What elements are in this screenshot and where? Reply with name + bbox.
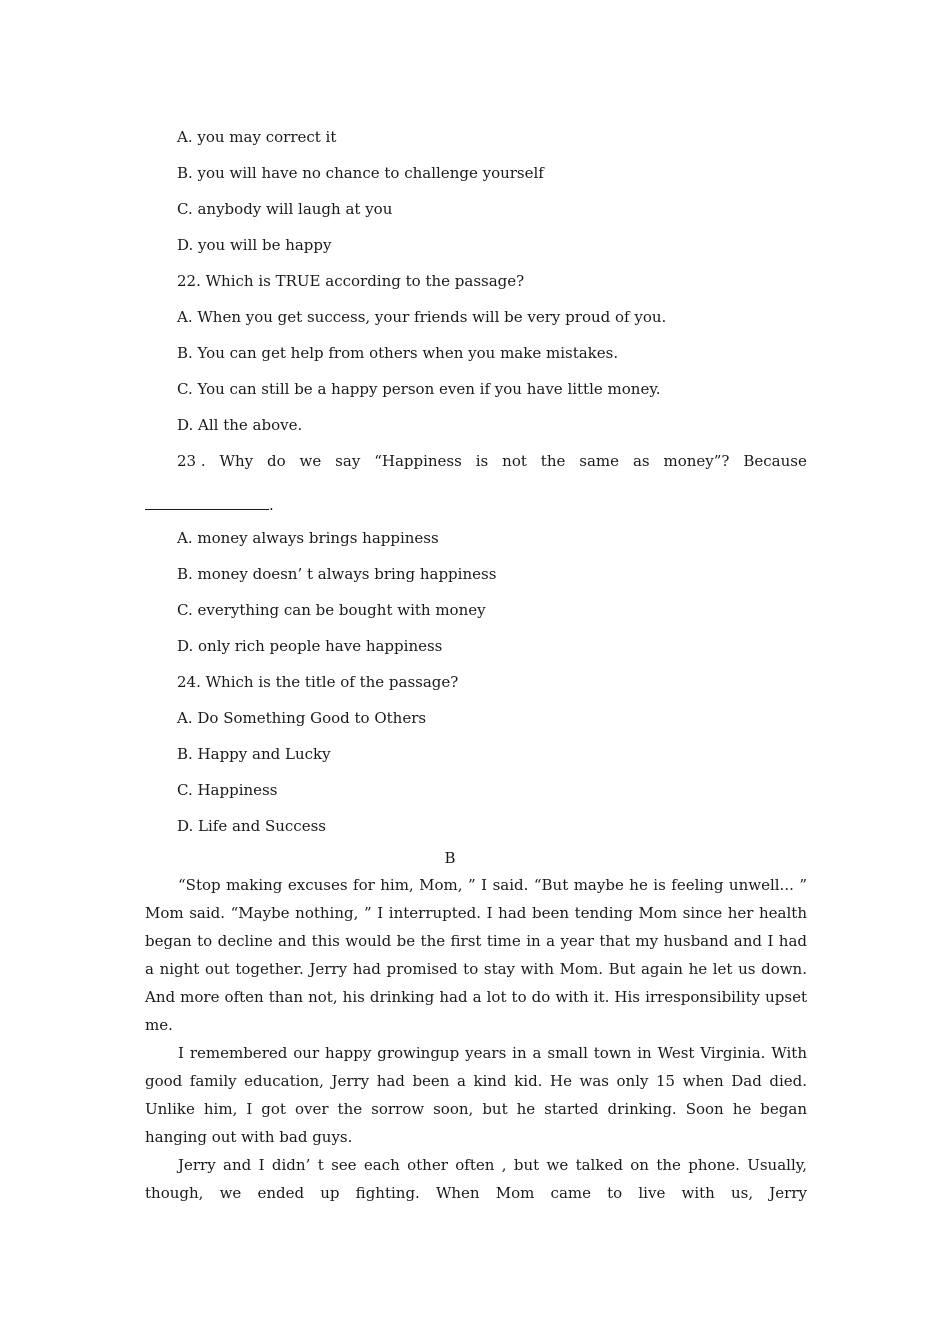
q23-word: “Happiness <box>374 452 462 470</box>
q23-word: Why <box>219 452 254 470</box>
q23-word: say <box>335 452 361 470</box>
reading-passage <box>145 871 807 1207</box>
q23-word: do <box>267 452 286 470</box>
q22-stem: 22. Which is TRUE according to the passage? <box>177 272 525 290</box>
q24-option-d: D. Life and Success <box>177 817 326 835</box>
q23-word: 23 . <box>177 452 206 470</box>
passage-paragraph-1: “Stop making excuses for him, Mom, ” I said. “But maybe he is feeling unwell... ” Mom said. “Maybe nothing, ” I interrupted. I had been tending Mom since her health began to decline and this would be the first time in a year that my husband and I had a night out together. Jerry had promised to stay with Mom. But again he let us down. And more often than not, his drinking had a lot to do with it. His irresponsibility upset me. <box>145 876 807 1034</box>
q21-option-a: A. you may correct it <box>177 128 337 146</box>
q23-word: same <box>579 452 620 470</box>
q23-option-a: A. money always brings happiness <box>177 529 439 547</box>
q22-option-b: B. You can get help from others when you make mistakes. <box>177 344 619 362</box>
q24-option-b: B. Happy and Lucky <box>177 745 331 763</box>
q23-word: as <box>632 452 650 470</box>
q24-option-a: A. Do Something Good to Others <box>177 709 427 727</box>
q23-word: we <box>299 452 322 470</box>
passage-paragraph-2: I remembered our happy growingup years in a small town in West Virginia. With good family education, Jerry had been a kind kid. He was only 15 when Dad died. Unlike him, I got over the sorrow soon, but he started drinking. Soon he began hanging out with bad guys. <box>145 1044 807 1146</box>
q22-option-d: D. All the above. <box>177 416 303 434</box>
blank-line <box>145 497 269 510</box>
q23-word: not <box>502 452 527 470</box>
q23-word: the <box>540 452 566 470</box>
q23-stem <box>177 451 807 471</box>
q23-word: Because <box>743 452 807 470</box>
q21-option-b: B. you will have no chance to challenge yourself <box>177 164 544 182</box>
q23-word: money”? <box>663 452 730 470</box>
q22-option-c: C. You can still be a happy person even if you have little money. <box>177 380 661 398</box>
q24-stem: 24. Which is the title of the passage? <box>177 673 459 691</box>
q23-word: is <box>475 452 489 470</box>
q21-option-d: D. you will be happy <box>177 236 332 254</box>
passage-paragraph-3: Jerry and I didn’ t see each other often , but we talked on the phone. Usually, though, we ended up fighting. When Mom came to live with us, Jerry <box>145 1156 807 1202</box>
section-heading: B <box>444 849 456 867</box>
q23-option-c: C. everything can be bought with money <box>177 601 486 619</box>
q22-option-a: A. When you get success, your friends will be very proud of you. <box>177 308 667 326</box>
blank-tail: . <box>269 496 274 514</box>
q21-option-c: C. anybody will laugh at you <box>177 200 393 218</box>
q23-option-b: B. money doesn’ t always bring happiness <box>177 565 497 583</box>
q23-answer-blank <box>145 495 274 515</box>
q23-option-d: D. only rich people have happiness <box>177 637 443 655</box>
q24-option-c: C. Happiness <box>177 781 278 799</box>
